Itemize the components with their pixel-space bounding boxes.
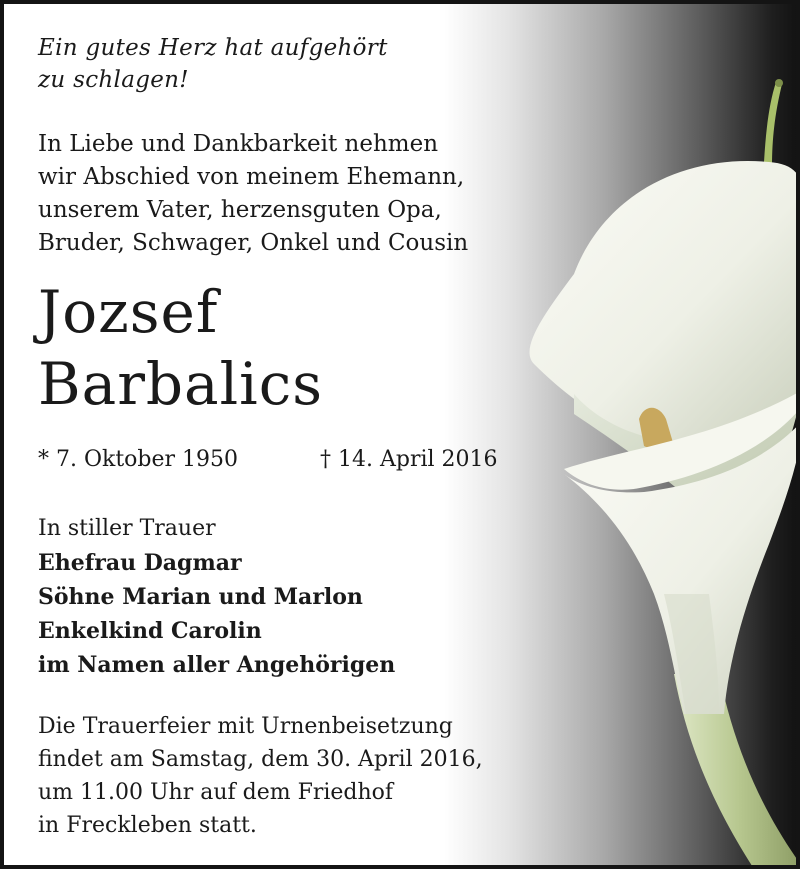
intro-line: unserem Vater, herzensguten Opa, [38, 197, 442, 223]
mourner-name: im Namen aller Angehörigen [38, 652, 396, 678]
mourners-list [38, 512, 395, 682]
motto-line: zu schlagen! [38, 67, 189, 93]
service-info [38, 710, 483, 842]
calla-lily-image [514, 74, 800, 869]
first-name: Jozsef [38, 278, 219, 346]
birth-date: * 7. Oktober 1950 [38, 447, 239, 472]
mourner-name: Ehefrau Dagmar [38, 550, 242, 576]
motto [38, 32, 388, 96]
motto-line: Ein gutes Herz hat aufgehört [38, 35, 388, 61]
life-dates [38, 444, 538, 476]
intro-text [38, 128, 468, 260]
intro-line: In Liebe und Dankbarkeit nehmen [38, 131, 439, 157]
intro-line: wir Abschied von meinem Ehemann, [38, 164, 465, 190]
service-line: findet am Samstag, dem 30. April 2016, [38, 747, 483, 772]
mourner-name: Söhne Marian und Marlon [38, 584, 363, 610]
deceased-name [38, 276, 323, 420]
service-line: in Freckleben statt. [38, 813, 257, 838]
intro-line: Bruder, Schwager, Onkel und Cousin [38, 230, 469, 256]
last-name: Barbalics [38, 350, 323, 418]
service-line: Die Trauerfeier mit Urnenbeisetzung [38, 714, 453, 739]
death-date: † 14. April 2016 [320, 447, 498, 472]
mourner-name: Enkelkind Carolin [38, 618, 262, 644]
service-line: um 11.00 Uhr auf dem Friedhof [38, 780, 394, 805]
mourners-heading: In stiller Trauer [38, 516, 216, 541]
